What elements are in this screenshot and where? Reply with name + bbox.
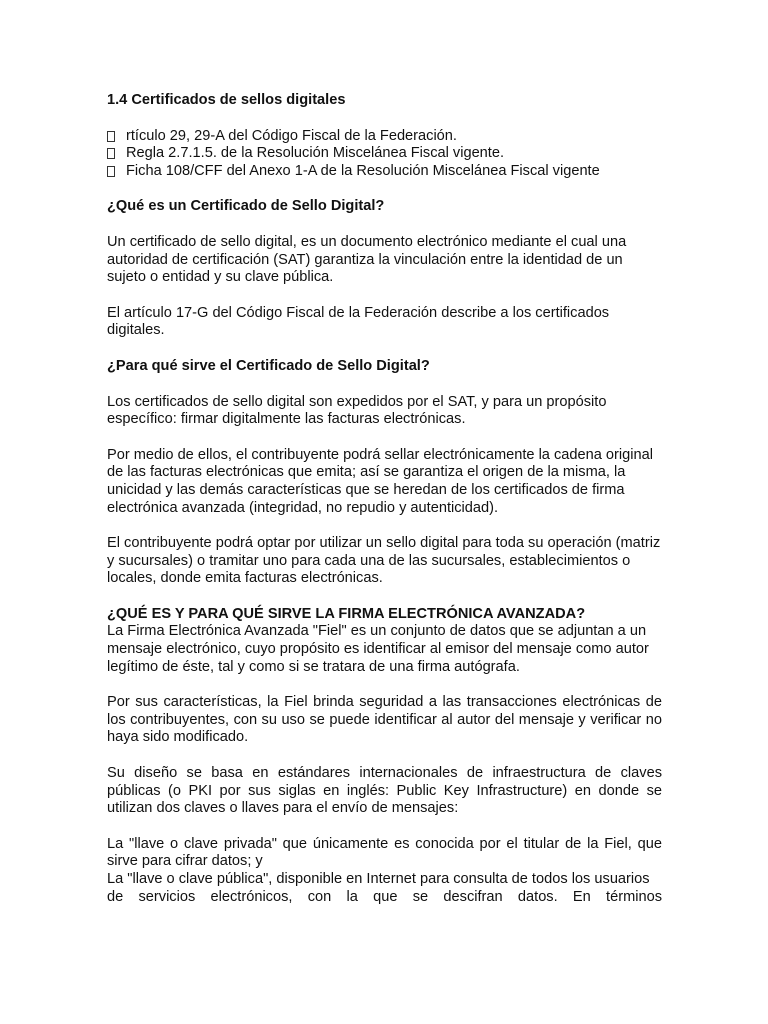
question-heading: ¿Qué es un Certificado de Sello Digital? bbox=[107, 198, 385, 215]
paragraph: La "llave o clave privada" que únicamente es conocida por el titular de la Fiel, que sirve para cifrar datos; y bbox=[107, 835, 662, 870]
paragraph-continuation: de servicios electrónicos, con la que se descifran datos. En términos bbox=[107, 888, 662, 905]
paragraph: Un certificado de sello digital, es un documento electrónico mediante el cual una autoridad de certificación (SAT) garantiza la vinculación entre la identidad de un sujeto o entidad y su clave pública. bbox=[107, 233, 627, 286]
reference-text: Ficha 108/CFF del Anexo 1-A de la Resolución Miscelánea Fiscal vigente bbox=[126, 162, 600, 179]
paragraph: El artículo 17-G del Código Fiscal de la Federación describe a los certificados digitales. bbox=[107, 304, 610, 339]
reference-list bbox=[107, 128, 662, 181]
paragraph: Su diseño se basa en estándares internacionales de infraestructura de claves públicas (o PKI por sus siglas en inglés: Public Key Infrastructure) en donde se utilizan dos claves o llaves para el envío de mensajes: bbox=[107, 765, 662, 817]
paragraph: La Firma Electrónica Avanzada "Fiel" es un conjunto de datos que se adjuntan a un mensaje electrónico, cuyo propósito es identificar al emisor del mensaje como autor legítimo de éste, tal y como si se tratara de una firma autógrafa. bbox=[107, 623, 649, 675]
missing-glyph-box-icon bbox=[107, 166, 115, 177]
reference-text: Regla 2.7.1.5. de la Resolución Miscelánea Fiscal vigente. bbox=[126, 145, 505, 162]
list-item bbox=[107, 128, 662, 146]
paragraph: El contribuyente podrá optar por utilizar un sello digital para toda su operación (matriz y sucursales) o tramitar uno para cada una de las sucursales, establecimientos o locales, donde emita facturas electrónicas. bbox=[107, 535, 661, 587]
question-heading: ¿Para qué sirve el Certificado de Sello Digital? bbox=[107, 357, 430, 374]
paragraph: La "llave o clave pública", disponible en Internet para consulta de todos los usuarios bbox=[107, 871, 650, 887]
missing-glyph-box-icon bbox=[107, 148, 115, 159]
question-heading: ¿QUÉ ES Y PARA QUÉ SIRVE LA FIRMA ELECTRÓNICA AVANZADA? bbox=[107, 605, 586, 622]
list-item bbox=[107, 145, 662, 163]
section-title: 1.4 Certificados de sellos digitales bbox=[107, 92, 346, 108]
missing-glyph-box-icon bbox=[107, 131, 115, 142]
reference-text: rtículo 29, 29-A del Código Fiscal de la Federación. bbox=[126, 127, 457, 144]
paragraph: Por medio de ellos, el contribuyente podrá sellar electrónicamente la cadena original de las facturas electrónicas que emita; así se garantiza el origen de la misma, la unicidad y las demás características que se heredan de los certificados de firma electrónica avanzada (integridad, no repudio y autenticidad). bbox=[107, 446, 653, 516]
paragraph: Los certificados de sello digital son expedidos por el SAT, y para un propósito específico: firmar digitalmente las facturas electrónicas. bbox=[107, 393, 607, 428]
paragraph: Por sus características, la Fiel brinda seguridad a las transacciones electrónicas de los contribuyentes, con su uso se puede identificar al autor del mensaje y verificar no haya sido modificado. bbox=[107, 694, 662, 746]
list-item bbox=[107, 163, 662, 181]
document-body bbox=[107, 92, 662, 906]
